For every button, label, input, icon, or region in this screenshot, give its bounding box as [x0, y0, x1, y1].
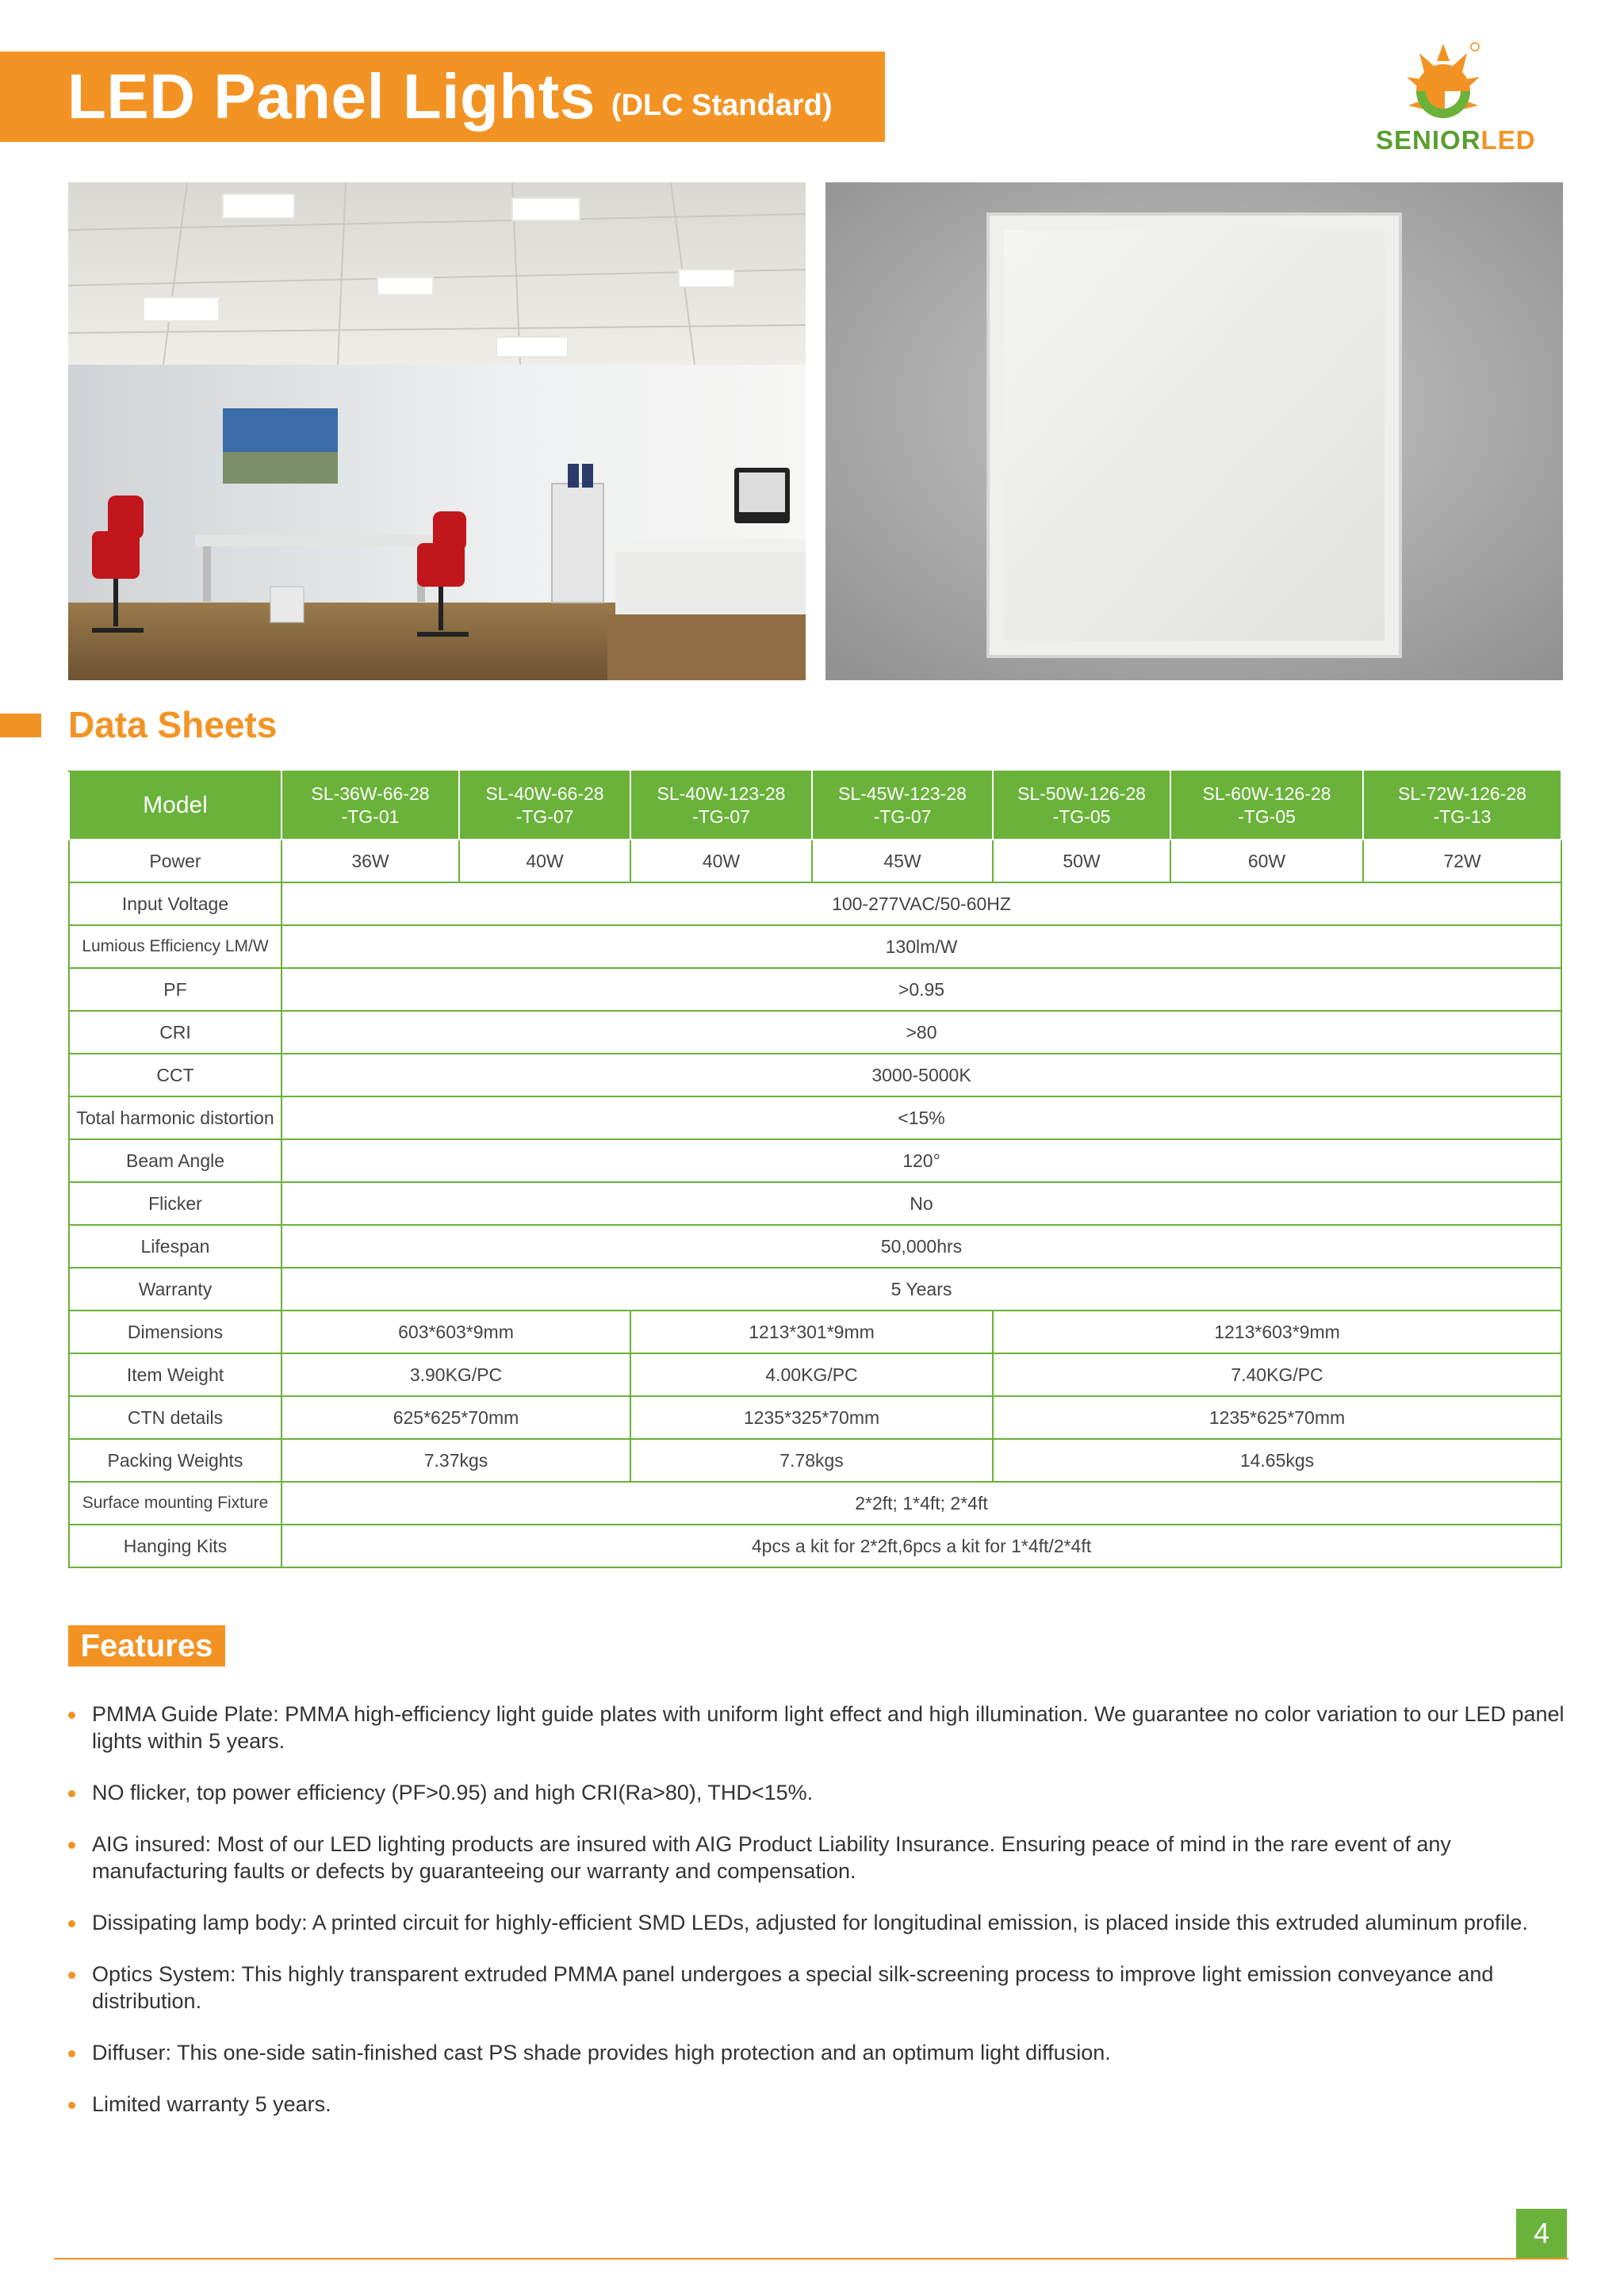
section-marker — [0, 714, 41, 737]
table-row — [69, 1525, 1561, 1567]
model-line: SL-60W-126-28 — [1202, 783, 1331, 804]
row-value: 5 Years — [282, 1268, 1561, 1311]
row-value: 100-277VAC/50-60HZ — [282, 882, 1561, 925]
page-number: 4 — [1516, 2209, 1567, 2258]
row-value: No — [282, 1182, 1561, 1225]
power-cell: 36W — [282, 840, 459, 882]
logo-text-senior: SENIOR — [1376, 125, 1481, 155]
model-line: -TG-13 — [1433, 806, 1492, 827]
group-value: 7.40KG/PC — [993, 1353, 1561, 1396]
row-label: Beam Angle — [69, 1139, 282, 1182]
row-label: Dimensions — [69, 1311, 282, 1353]
model-line: SL-40W-66-28 — [485, 783, 604, 804]
model-line: SL-50W-126-28 — [1017, 783, 1146, 804]
features-list — [68, 1701, 1567, 2142]
model-line: SL-45W-123-28 — [838, 783, 967, 804]
table-row — [69, 1139, 1561, 1182]
page-subtitle: (DLC Standard) — [611, 88, 833, 122]
row-value: >80 — [282, 1011, 1561, 1054]
group-value: 1213*603*9mm — [993, 1311, 1561, 1353]
group-value: 3.90KG/PC — [282, 1353, 630, 1396]
model-line: -TG-05 — [1052, 806, 1111, 827]
model-cell — [1363, 771, 1561, 840]
group-value: 1235*625*70mm — [993, 1396, 1561, 1439]
model-line: SL-36W-66-28 — [311, 783, 430, 804]
table-row — [69, 1311, 1561, 1353]
list-item: NO flicker, top power efficiency (PF>0.95) and high CRI(Ra>80), THD<15%. — [68, 1779, 1567, 1806]
model-line: -TG-07 — [873, 806, 932, 827]
table-row — [69, 1225, 1561, 1268]
logo-text-led: LED — [1480, 125, 1536, 155]
row-label: Packing Weights — [69, 1439, 282, 1482]
model-line: -TG-07 — [515, 806, 574, 827]
row-label: Surface mounting Fixture — [69, 1482, 282, 1525]
table-row — [69, 1054, 1561, 1096]
row-label: Warranty — [69, 1268, 282, 1311]
row-label: Hanging Kits — [69, 1525, 282, 1567]
group-value: 1235*325*70mm — [630, 1396, 993, 1439]
group-value: 7.37kgs — [282, 1439, 630, 1482]
power-cell: 45W — [812, 840, 993, 882]
table-row — [69, 925, 1561, 968]
model-cell — [1170, 771, 1363, 840]
data-sheets-title: Data Sheets — [68, 704, 278, 745]
footer-divider — [54, 2258, 1568, 2260]
table-row — [69, 1396, 1561, 1439]
page-title: LED Panel Lights — [67, 61, 596, 132]
table-row — [69, 1011, 1561, 1054]
row-label: CTN details — [69, 1396, 282, 1439]
model-line: SL-72W-126-28 — [1398, 783, 1526, 804]
power-cell: 60W — [1170, 840, 1363, 882]
table-row — [69, 1182, 1561, 1225]
row-label: Total harmonic distortion — [69, 1096, 282, 1139]
office-photo — [68, 182, 806, 680]
table-row — [69, 1353, 1561, 1396]
model-line: -TG-05 — [1238, 806, 1296, 827]
group-value: 7.78kgs — [630, 1439, 993, 1482]
logo-text — [1376, 125, 1536, 155]
row-label: PF — [69, 968, 282, 1011]
table-row — [69, 1268, 1561, 1311]
model-line: -TG-01 — [341, 806, 400, 827]
list-item: PMMA Guide Plate: PMMA high-efficiency light guide plates with uniform light effect and high illumination. We guarantee no color variation to our LED panel lights within 5 years. — [68, 1701, 1567, 1755]
model-cell — [993, 771, 1170, 840]
row-label: Flicker — [69, 1182, 282, 1225]
table-row — [69, 1482, 1561, 1525]
power-cell: 40W — [630, 840, 812, 882]
row-label: CRI — [69, 1011, 282, 1054]
row-label: CCT — [69, 1054, 282, 1096]
power-cell: 50W — [993, 840, 1170, 882]
led-panel-photo — [825, 182, 1563, 680]
model-cell — [282, 771, 459, 840]
group-value: 603*603*9mm — [282, 1311, 630, 1353]
table-header-row — [69, 771, 1561, 840]
model-cell — [812, 771, 993, 840]
table-row — [69, 1439, 1561, 1482]
list-item: Limited warranty 5 years. — [68, 2091, 1567, 2118]
group-value: 1213*301*9mm — [630, 1311, 993, 1353]
row-label: Power — [69, 840, 282, 882]
list-item: Dissipating lamp body: A printed circuit for highly-efficient SMD LEDs, adjusted for longitudinal emission, is placed inside this extruded aluminum profile. — [68, 1909, 1567, 1936]
features-title: Features — [68, 1625, 225, 1667]
row-value: 120° — [282, 1139, 1561, 1182]
row-value: 4pcs a kit for 2*2ft,6pcs a kit for 1*4ft/2*4ft — [282, 1525, 1561, 1567]
title-banner — [0, 52, 885, 142]
group-value: 625*625*70mm — [282, 1396, 630, 1439]
row-value: <15% — [282, 1096, 1561, 1139]
model-cell — [459, 771, 630, 840]
model-line: -TG-07 — [692, 806, 750, 827]
data-sheet-table — [68, 771, 1562, 1568]
model-line: SL-40W-123-28 — [657, 783, 786, 804]
row-label: Input Voltage — [69, 882, 282, 925]
row-label: Item Weight — [69, 1353, 282, 1396]
row-value: 2*2ft; 1*4ft; 2*4ft — [282, 1482, 1561, 1525]
row-value: 50,000hrs — [282, 1225, 1561, 1268]
row-label: Lifespan — [69, 1225, 282, 1268]
power-cell: 72W — [1363, 840, 1561, 882]
list-item: Diffuser: This one-side satin-finished cast PS shade provides high protection and an optimum light diffusion. — [68, 2039, 1567, 2066]
table-row — [69, 840, 1561, 882]
row-value: 130lm/W — [282, 925, 1561, 968]
model-cell — [630, 771, 812, 840]
model-label: Model — [69, 771, 282, 840]
table-row — [69, 1096, 1561, 1139]
table-row — [69, 968, 1561, 1011]
list-item: Optics System: This highly transparent extruded PMMA panel undergoes a special silk-screening process to improve light emission conveyance and distribution. — [68, 1961, 1567, 2015]
list-item: AIG insured: Most of our LED lighting products are insured with AIG Product Liability Insurance. Ensuring peace of mind in the rare event of any manufacturing faults or defects by guaranteeing our warranty and compensation. — [68, 1831, 1567, 1885]
table-row — [69, 882, 1561, 925]
power-cell: 40W — [459, 840, 630, 882]
row-label: Lumious Efficiency LM/W — [69, 925, 282, 968]
group-value: 14.65kgs — [993, 1439, 1561, 1482]
group-value: 4.00KG/PC — [630, 1353, 993, 1396]
row-value: >0.95 — [282, 968, 1561, 1011]
row-value: 3000-5000K — [282, 1054, 1561, 1096]
